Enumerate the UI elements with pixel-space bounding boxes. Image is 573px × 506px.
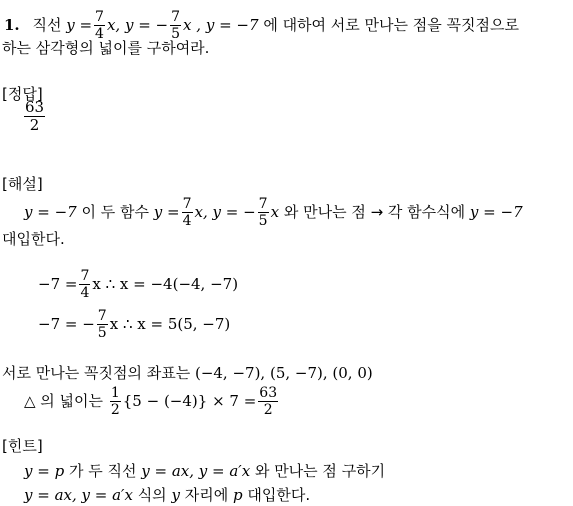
fraction-numerator: 7	[171, 9, 181, 25]
fraction-7-5	[97, 308, 108, 341]
problem-number: 1.	[4, 16, 20, 34]
math-expression: p	[232, 486, 243, 504]
math-expression: x	[270, 203, 280, 221]
fraction-numerator: 7	[80, 268, 90, 284]
math-expression: x, y = −	[194, 203, 256, 221]
math-expression: y	[171, 486, 180, 504]
fraction-denominator: 2	[263, 402, 273, 418]
fraction-7-5	[258, 196, 269, 229]
problem-text-end: 에 대하여 서로 만나는 점을 꼭짓점으로	[263, 16, 519, 34]
explanation-line-2: 대입한다.	[2, 230, 65, 248]
equation-2	[38, 305, 230, 343]
hint-text: 가 두 직선	[68, 462, 137, 480]
fraction-numerator: 7	[258, 196, 268, 212]
fraction-denominator: 4	[182, 213, 192, 229]
coordinates-values: (−4, −7), (5, −7), (0, 0)	[194, 364, 373, 382]
area-text: △ 의 넓이는	[24, 392, 104, 410]
math-expression: y = −7	[469, 203, 523, 221]
hint-text: 식의	[137, 486, 167, 504]
area-expression: {5 − (−4)} × 7 =	[122, 392, 257, 410]
fraction-numerator: 7	[95, 9, 104, 25]
hint-line-2	[24, 486, 310, 504]
fraction-denominator: 4	[95, 26, 104, 42]
hint-text: 대입한다.	[247, 486, 311, 504]
fraction-numerator: 7	[182, 196, 192, 212]
eq-line-3: y = −7	[205, 16, 259, 34]
fraction-numerator: 63	[259, 385, 278, 401]
answer-value	[22, 99, 47, 134]
area-line	[24, 381, 280, 421]
fraction-denominator: 2	[29, 116, 40, 134]
math-expression: y = ax, y = a′x	[24, 486, 133, 504]
coordinates-line	[2, 364, 373, 382]
fraction-7-4	[94, 9, 105, 42]
equation-lhs: −7 =	[38, 275, 78, 293]
equation-rhs: x ∴ x = −4(−4, −7)	[92, 275, 239, 293]
eq-line-2-lhs: y = −	[124, 16, 169, 34]
hint-text: 자리에	[184, 486, 229, 504]
problem-text-start: 직선	[32, 16, 62, 34]
equation-1	[38, 265, 238, 303]
eq-line-1-var: x,	[106, 16, 121, 34]
area-result-fraction	[258, 385, 278, 418]
math-expression: y =	[153, 203, 180, 221]
fraction-denominator: 5	[171, 26, 181, 42]
fraction-denominator: 2	[110, 402, 120, 418]
fraction-7-5	[170, 9, 181, 42]
answer-label: [정답]	[2, 85, 43, 103]
hint-text: 와 만나는 점 구하기	[254, 462, 386, 480]
fraction-7-4	[79, 268, 90, 301]
fraction-half	[110, 385, 121, 418]
problem-line-2: 하는 삼각형의 넓이를 구하여라.	[2, 39, 210, 57]
explanation-text: 이 두 함수	[81, 203, 149, 221]
explanation-label: [해설]	[2, 175, 43, 193]
fraction-7-4	[182, 196, 193, 229]
equation-lhs: −7 = −	[38, 315, 95, 333]
hint-line-1	[24, 462, 385, 480]
fraction-denominator: 5	[258, 213, 268, 229]
math-expression: y = ax, y = a′x	[141, 462, 251, 480]
math-expression: y = −7	[24, 203, 77, 221]
coordinates-text: 서로 만나는 꼭짓점의 좌표는	[2, 364, 191, 382]
fraction-numerator: 63	[25, 98, 45, 116]
answer-fraction	[24, 99, 45, 134]
fraction-denominator: 5	[97, 325, 107, 341]
fraction-denominator: 4	[80, 285, 90, 301]
eq-line-2-var: x ,	[183, 16, 202, 34]
explanation-text: 와 만나는 점 → 각 함수식에	[283, 203, 466, 221]
eq-line-1-lhs: y =	[66, 16, 93, 34]
fraction-numerator: 7	[97, 308, 107, 324]
fraction-numerator: 1	[110, 385, 120, 401]
hint-label: [힌트]	[2, 437, 43, 455]
math-expression: y = p	[24, 462, 65, 480]
equation-rhs: x ∴ x = 5(5, −7)	[109, 315, 231, 333]
explanation-line-1	[24, 193, 523, 231]
